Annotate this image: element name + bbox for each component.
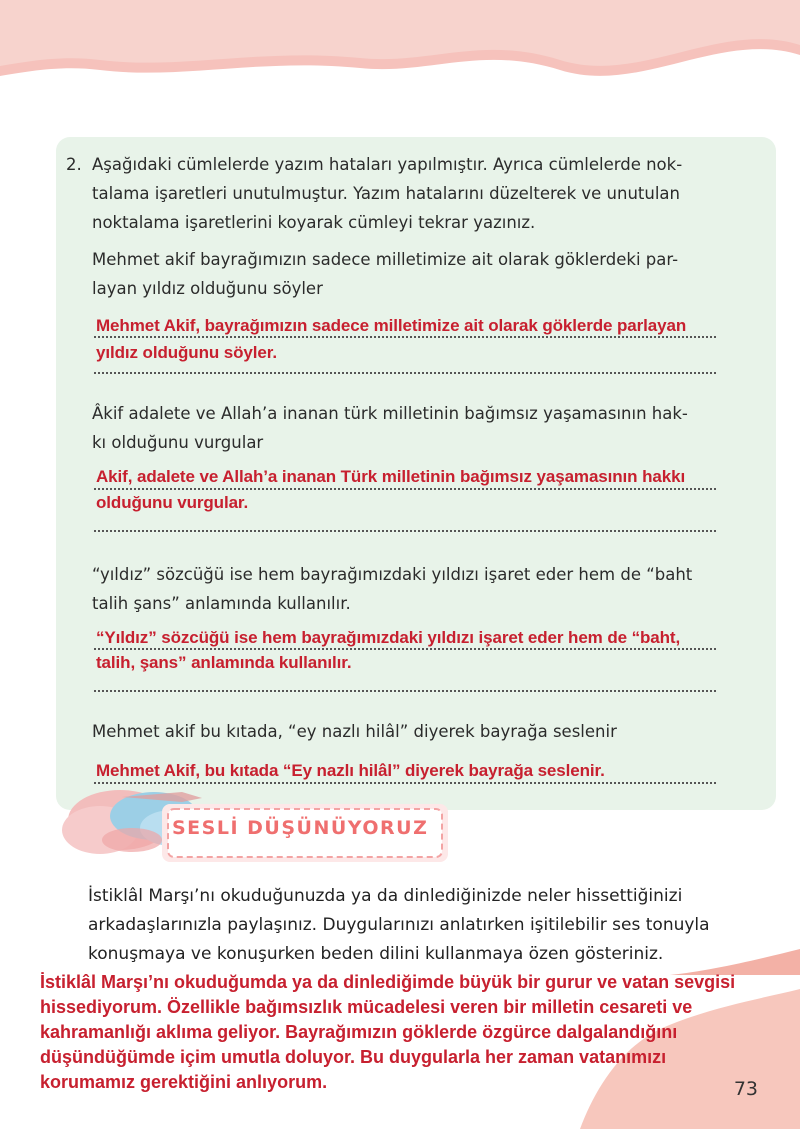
dotted-line xyxy=(94,530,716,532)
dotted-line xyxy=(94,336,716,338)
question-line: “yıldız” sözcüğü ise hem bayrağımızdaki yıldızı işaret eder hem de “baht xyxy=(92,565,693,584)
answer-line: yıldız olduğunu söyler. xyxy=(96,343,277,362)
dotted-line xyxy=(94,372,716,374)
instruction-line: Aşağıdaki cümlelerde yazım hataları yapılmıştır. Ayrıca cümlelerde nok- xyxy=(92,155,683,174)
answer-line: korumamız gerektiğini anlıyorum. xyxy=(40,1072,328,1092)
answer-line: düşündüğümde içim umutla doluyor. Bu duygularla her zaman vatanımızı xyxy=(40,1047,667,1067)
section-title: SESLİ DÜŞÜNÜYORUZ xyxy=(172,817,429,839)
paragraph-line: arkadaşlarınızla paylaşınız. Duygularınızı anlatırken işitilebilir ses tonuyla xyxy=(88,915,710,935)
question-line: talih şans” anlamında kullanılır. xyxy=(92,594,351,613)
dotted-line xyxy=(94,690,716,692)
answer-line: talih, şans” anlamında kullanılır. xyxy=(96,653,352,672)
section-answer xyxy=(40,970,760,1095)
page-number: 73 xyxy=(733,1078,758,1100)
question-line: Mehmet akif bu kıtada, “ey nazlı hilâl” diyerek bayrağa seslenir xyxy=(92,722,617,741)
question-line: layan yıldız olduğunu söyler xyxy=(92,279,323,298)
answer-line: olduğunu vurgular. xyxy=(96,493,249,512)
question-line: kı olduğunu vurgular xyxy=(92,433,264,452)
answer-line: kahramanlığı aklıma geliyor. Bayrağımızın göklerde özgürce dalgalandığını xyxy=(40,1022,678,1042)
answer-line: “Yıldız” sözcüğü ise hem bayrağımızdaki yıldızı işaret eder hem de “baht, xyxy=(96,628,681,647)
answer-line: hissediyorum. Özellikle bağımsızlık mücadelesi veren bir milletin cesareti ve xyxy=(40,997,693,1017)
paragraph-line: konuşmaya ve konuşurken beden dilini kullanmaya özen gösteriniz. xyxy=(88,944,664,964)
question-line: Mehmet akif bayrağımızın sadece milletimize ait olarak göklerdeki par- xyxy=(92,250,679,269)
instruction-line: talama işaretleri unutulmuştur. Yazım hatalarını düzelterek ve unutulan xyxy=(92,184,680,203)
answer-line: İstiklâl Marşı’nı okuduğumda ya da dinlediğimde büyük bir gurur ve vatan sevgisi xyxy=(40,972,736,992)
question-line: Âkif adalete ve Allah’a inanan türk milletinin bağımsız yaşamasının hak- xyxy=(92,404,688,423)
answer-line: Mehmet Akif, bu kıtada “Ey nazlı hilâl” diyerek bayrağa seslenir. xyxy=(96,761,605,780)
top-wave-decoration xyxy=(0,0,800,90)
answer-line: Akif, adalete ve Allah’a inanan Türk milletinin bağımsız yaşamasının hakkı xyxy=(96,467,686,486)
paragraph-line: İstiklâl Marşı’nı okuduğunuzda ya da dinlediğinizde neler hissettiğinizi xyxy=(88,886,683,906)
answer-line: Mehmet Akif, bayrağımızın sadece milletimize ait olarak göklerde parlayan xyxy=(96,316,687,335)
exercise-number: 2. xyxy=(66,155,82,174)
instruction-line: noktalama işaretlerini koyarak cümleyi tekrar yazınız. xyxy=(92,213,536,232)
